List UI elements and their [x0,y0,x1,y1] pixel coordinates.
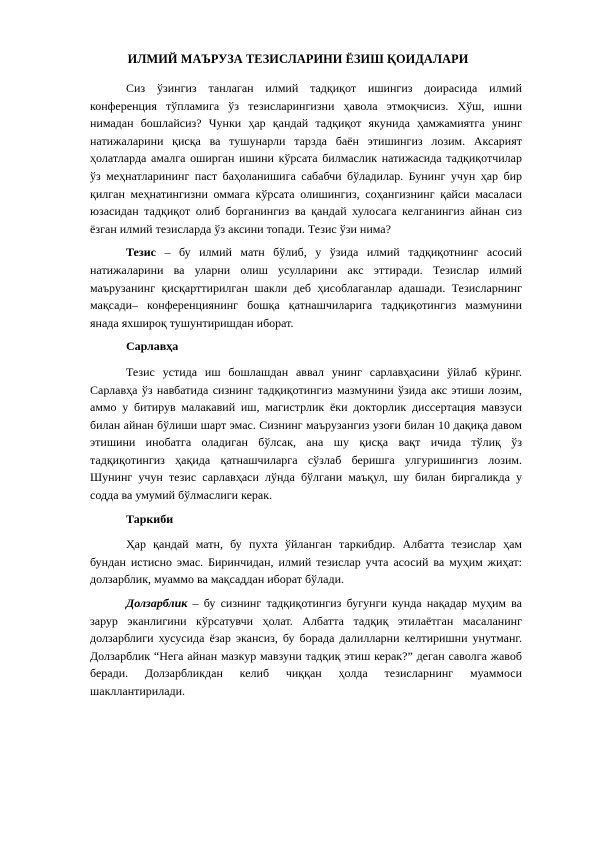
relevance-text: – бу сизнинг тадқиқотингиз бугунги кунда нақадар муҳим ва зарур эканлигини кўрсатувчи ҳолат. Албатта тадқиқ этилаётган масаланинг долзарблиги хусусида ёзар экансиз, бу борада далилларни келтиришни унутманг. Долзарблик “Нега айнан мазкур мавзуни тадқиқ этиш керак?” деган саволга жавоб беради. Долзарбликдан келиб чиққан ҳолда тезисларнинг муаммоси шакллантирилади. [90,596,522,698]
definition-text: – бу илмий матн бўлиб, у ўзида илмий тадқиқотнинг асосий натижаларини ва уларни олиш усулларини акс эттиради. Тезислар илмий маърузанинг қисқарттирилган шакли деб ҳисоблаганлар адашади. Тезисларнинг мақсади– конференциянинг бошқа қатнашчиларига тадқиқотингиз мазмунини янада яхшироқ тушунтиришдан иборат. [90,245,522,330]
section-heading-title: Сарлавҳа [126,339,179,354]
definition-paragraph [90,244,522,332]
document-body [90,80,522,707]
section-heading-structure: Таркиби [126,511,174,526]
relevance-paragraph [90,595,522,701]
structure-section-paragraph: Ҳар қандай матн, бу пухта ўйланган таркибдир. Албатта тезислар ҳам бундан истисно эмас. Биринчидан, илмий тезислар учта асосий ва муҳим жиҳат: долзарблик, муаммо ва мақсаддан иборат бўлади. [90,537,522,587]
intro-paragraph: Сиз ўзингиз танлаган илмий тадқиқот ишингиз доирасида илмий конференция тўпламига ўз тезисларингизни ҳавола этмоқчисиз. Хўш, ишни нимадан бошлайсиз? Чунки ҳар қандай тадқиқот якунида ҳамжамиятга унинг натижаларини қисқа ва тушунарли тарзда баён этишингиз лозим. Аксарият ҳолатларда амалга оширган ишини кўрсата билмаслик натижасида тадқиқотчилар ўз меҳнатларининг паст баҳоланишига сабабчи бўладилар. Бунинг учун ҳар бир қилган меҳнатингизни оммага кўрсата олишингиз, соҳангизнинг қайси масаласи юзасидан тадқиқот олиб борганингиз ва қандай хулосага келганингиз айнан сиз ёзган илмий тезисларда ўз аксини топади. Тезис ўзи нима? [90,81,522,236]
title-section-paragraph: Тезис устида иш бошлашдан аввал унинг сарлавҳасини ўйлаб кўринг. Сарлавҳа ўз навбатида сизнинг тадқиқотингиз мазмунини ўзида акс этиши лозим, аммо у битирув малакавий иш, магистрлик ёки докторлик диссертация мавзуси билан айнан бўлиши шарт эмас. Сизнинг маърузангиз узоғи билан 10 дақиқа давом этишини инобатга оладиган бўлсак, ана шу қисқа вақт ичида тўлиқ ўз тадқиқотингиз ҳақида қатнашчиларга сўзлаб беришга улгуришингиз лозим. Шунинг учун тезис сарлавҳаси лўнда бўлгани маъқул, шу билан биргаликда у содда ва умумий бўлмаслиги керак. [90,364,522,503]
document-title: ИЛМИЙ МАЪРУЗА ТЕЗИСЛАРИНИ ЁЗИШ ҚОИДАЛАРИ [127,52,469,66]
definition-term: Тезис [126,245,156,260]
relevance-term: Долзарблик [126,596,188,611]
